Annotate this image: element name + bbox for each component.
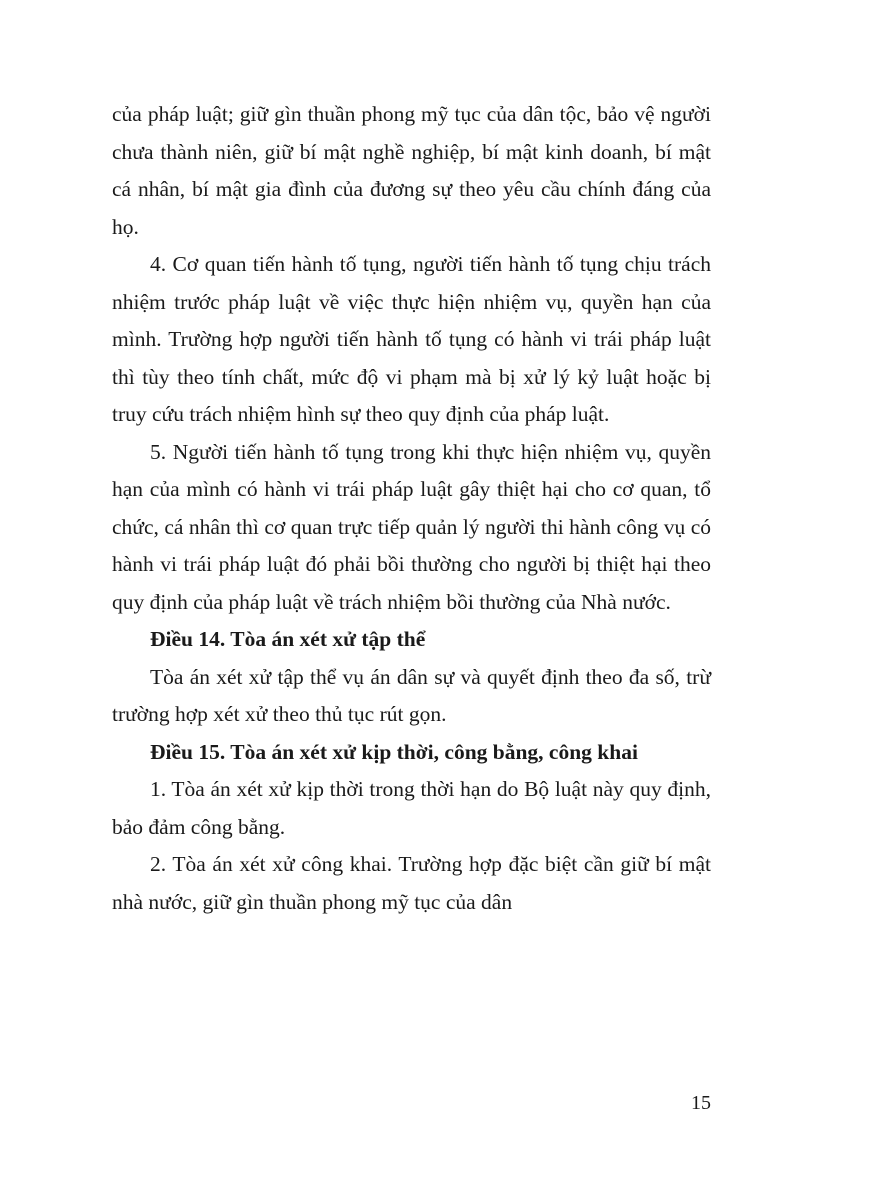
- paragraph-item-5: 5. Người tiến hành tố tụng trong khi thực hiện nhiệm vụ, quyền hạn của mình có hành vi trái pháp luật gây thiệt hại cho cơ quan, tổ chức, cá nhân thì cơ quan trực tiếp quản lý người thi hành công vụ có hành vi trái pháp luật đó phải bồi thường cho người bị thiệt hại theo quy định của pháp luật về trách nhiệm bồi thường của Nhà nước.: [112, 439, 711, 614]
- heading-dieu-14: Điều 14. Tòa án xét xử tập thể: [150, 627, 426, 651]
- paragraph-dieu-14-body: Tòa án xét xử tập thể vụ án dân sự và quyết định theo đa số, trừ trường hợp xét xử theo thủ tục rút gọn.: [112, 664, 711, 726]
- heading-dieu-15: Điều 15. Tòa án xét xử kịp thời, công bằng, công khai: [150, 739, 638, 764]
- page-number: 15: [691, 1092, 711, 1114]
- paragraph-continued: của pháp luật; giữ gìn thuần phong mỹ tục của dân tộc, bảo vệ người chưa thành niên, giữ bí mật nghề nghiệp, bí mật kinh doanh, bí mật cá nhân, bí mật gia đình của đương sự theo yêu cầu chính đáng của họ.: [112, 102, 711, 239]
- paragraph-item-15-2: 2. Tòa án xét xử công khai. Trường hợp đặc biệt cần giữ bí mật nhà nước, giữ gìn thuần phong mỹ tục của dân: [112, 852, 711, 914]
- paragraph-item-15-1: 1. Tòa án xét xử kịp thời trong thời hạn do Bộ luật này quy định, bảo đảm công bằng.: [112, 777, 711, 839]
- paragraph-item-4: 4. Cơ quan tiến hành tố tụng, người tiến hành tố tụng chịu trách nhiệm trước pháp luật về việc thực hiện nhiệm vụ, quyền hạn của mình. Trường hợp người tiến hành tố tụng có hành vi trái pháp luật thì tùy theo tính chất, mức độ vi phạm mà bị xử lý kỷ luật hoặc bị truy cứu trách nhiệm hình sự theo quy định của pháp luật.: [112, 252, 711, 426]
- page-body: [112, 96, 711, 921]
